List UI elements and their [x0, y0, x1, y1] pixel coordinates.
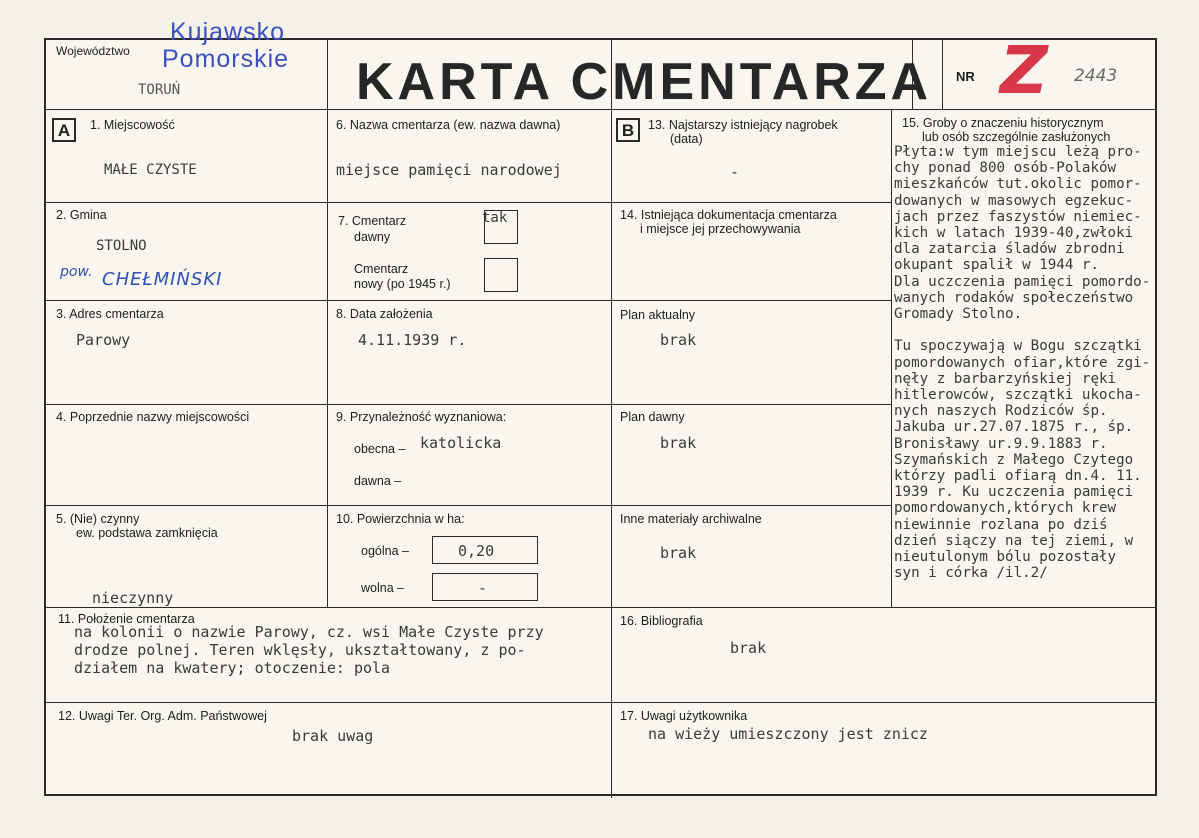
field-13-label-line2: (data)	[670, 132, 703, 146]
field-9-label: 9. Przynależność wyznaniowa:	[336, 410, 507, 424]
field-15-line: nych naszych Rodziców śp.	[894, 403, 1108, 420]
field-4-label: 4. Poprzednie nazwy miejscowości	[56, 410, 250, 424]
nr-label: NR	[956, 69, 975, 84]
field-1-value: MAŁE CZYSTE	[104, 162, 197, 178]
field-15-line: nieutulonym bólu pozostały	[894, 549, 1117, 565]
field-15-line: Szymańskich z Małego Czytego	[894, 451, 1134, 468]
field-15-line: którzy padli ofiarą dn.4. 11.	[894, 468, 1142, 484]
divider	[611, 404, 891, 405]
divider	[611, 300, 891, 301]
plan-aktualny-value: brak	[660, 331, 697, 349]
nr-number: 2443	[1074, 66, 1118, 86]
field-12-label: 12. Uwagi Ter. Org. Adm. Państwowej	[58, 709, 267, 723]
field-15-line: Dla uczczenia pamięci pomordo-	[894, 273, 1151, 290]
plan-aktualny-label: Plan aktualny	[620, 308, 696, 322]
field-7-nowy-line1: Cmentarz	[354, 262, 409, 276]
divider	[46, 607, 1155, 608]
field-7-nowy-line2: nowy (po 1945 r.)	[354, 277, 451, 291]
divider	[327, 40, 328, 607]
field-15-line: nęły z barbarzyńskiej ręki	[894, 370, 1117, 387]
field-9-obecna-value: katolicka	[420, 434, 502, 452]
field-16-value: brak	[730, 639, 767, 657]
field-7-dawny-line2: dawny	[354, 230, 391, 244]
field-6-label: 6. Nazwa cmentarza (ew. nazwa dawna)	[336, 118, 561, 132]
field-9-dawna-label: dawna –	[354, 474, 402, 488]
divider	[46, 702, 1155, 703]
plan-dawny-value: brak	[660, 434, 697, 452]
field-15-line: jach przez faszystów niemiec-	[894, 208, 1142, 225]
field-8-value: 4.11.1939 r.	[358, 331, 467, 349]
card-title: KARTA CMENTARZA	[356, 53, 933, 111]
field-15-line: dowanych w masowych egzekuc-	[894, 192, 1134, 209]
divider	[46, 505, 611, 506]
field-8-label: 8. Data założenia	[336, 307, 433, 321]
field-15-line: Bronisławy ur.9.9.1883 r.	[894, 435, 1108, 452]
cmentarz-dawny-mark: tak	[482, 210, 508, 226]
field-10-wolna-label: wolna –	[361, 581, 405, 595]
field-15-line: niewinnie rozlana po dziś	[894, 516, 1108, 533]
inne-materialy-value: brak	[660, 544, 697, 562]
field-15-line: wanych rodaków społeczeństwo	[894, 289, 1134, 306]
field-15-line: Płyta:w tym miejscu leżą pro-	[894, 144, 1142, 160]
field-15-label-line1: 15. Groby o znaczeniu historycznym	[902, 116, 1104, 130]
field-15-line: pomordowanych,których krew	[894, 500, 1117, 517]
powiat-prefix: pow.	[60, 264, 93, 280]
field-15-line: syn i córka /il.2/	[894, 565, 1048, 582]
field-15-line: Gromady Stolno.	[894, 306, 1023, 322]
field-9-obecna-label: obecna –	[354, 442, 406, 456]
field-15-line: dla zatarcia śladów zbrodni	[894, 241, 1125, 258]
field-14-label-line2: i miejsce jej przechowywania	[640, 222, 801, 236]
wojewodztwo-stamp-line1: Kujawsko	[170, 18, 285, 46]
field-11-line-3: działem na kwatery; otoczenie: pola	[74, 659, 391, 677]
field-16-label: 16. Bibliografia	[620, 614, 703, 628]
field-12-value: brak uwag	[292, 727, 374, 745]
field-7-dawny-line1: 7. Cmentarz	[338, 214, 407, 228]
field-15-line: kich w latach 1939-40,zwłoki	[894, 225, 1134, 241]
section-b-marker: B	[616, 118, 640, 142]
field-15-line: pomordowanych ofiar,które zgi-	[894, 354, 1151, 371]
field-14-label-line1: 14. Istniejąca dokumentacja cmentarza	[620, 208, 837, 222]
field-17-value: na wieży umieszczony jest znicz	[648, 725, 928, 743]
field-15-line: okupant spalił w 1944 r.	[894, 257, 1099, 274]
divider	[942, 40, 943, 109]
divider	[46, 404, 611, 405]
field-11-label: 11. Położenie cmentarza	[58, 612, 195, 626]
field-15-line: 1939 r. Ku uczczenia pamięci	[894, 484, 1134, 501]
field-17-label: 17. Uwagi użytkownika	[620, 709, 748, 723]
field-3-label: 3. Adres cmentarza	[56, 307, 164, 321]
field-15-line: hitlerowców, szczątki ukocha-	[894, 387, 1142, 403]
field-2-value: STOLNO	[96, 238, 147, 254]
field-15-line: dzień siączy na tej ziemi, w	[894, 532, 1134, 549]
field-6-value: miejsce pamięci narodowej	[336, 161, 562, 179]
wojewodztwo-label: Województwo	[56, 44, 130, 58]
field-10-label: 10. Powierzchnia w ha:	[336, 512, 465, 526]
divider	[46, 300, 611, 301]
field-15-line: Tu spoczywają w Bogu szczątki	[894, 338, 1142, 355]
divider	[891, 109, 892, 607]
divider	[611, 505, 891, 506]
field-5-label-line2: ew. podstawa zamknięcia	[76, 526, 218, 540]
field-11-line-2: drodze polnej. Teren wklęsły, ukształtowany, z po-	[74, 641, 526, 659]
divider	[611, 40, 612, 798]
wojewodztwo-value: TORUŃ	[138, 82, 181, 98]
field-5-label-line1: 5. (Nie) czynny	[56, 512, 140, 526]
field-15-line: chy ponad 800 osób-Polaków	[894, 160, 1117, 177]
section-a-marker: A	[52, 118, 76, 142]
field-15-label-line2: lub osób szczególnie zasłużonych	[922, 130, 1111, 144]
divider	[46, 202, 611, 203]
field-13-label-line1: 13. Najstarszy istniejący nagrobek	[648, 118, 838, 132]
plan-dawny-label: Plan dawny	[620, 410, 685, 424]
field-13-value: -	[730, 163, 740, 181]
nr-letter: Z	[1000, 32, 1048, 109]
divider	[611, 202, 891, 203]
powiat-value: CHEŁMIŃSKI	[102, 269, 223, 290]
field-10-ogolna-value: 0,20	[458, 542, 495, 560]
wojewodztwo-stamp-line2: Pomorskie	[162, 45, 290, 73]
field-1-label: 1. Miejscowość	[90, 118, 175, 132]
field-15-line: Jakuba ur.27.07.1875 r., śp.	[894, 419, 1134, 436]
field-3-value: Parowy	[76, 331, 131, 349]
field-11-line-1: na kolonii o nazwie Parowy, cz. wsi Małe Czyste przy	[74, 623, 544, 641]
cmentarz-nowy-checkbox	[484, 258, 518, 292]
field-15-line: mieszkańców tut.okolic pomor-	[894, 176, 1142, 193]
inne-materialy-label: Inne materiały archiwalne	[620, 512, 762, 526]
field-5-value: nieczynny	[92, 589, 174, 607]
field-10-wolna-value: -	[478, 579, 488, 597]
field-2-label: 2. Gmina	[56, 208, 107, 222]
field-10-ogolna-label: ogólna –	[361, 544, 409, 558]
